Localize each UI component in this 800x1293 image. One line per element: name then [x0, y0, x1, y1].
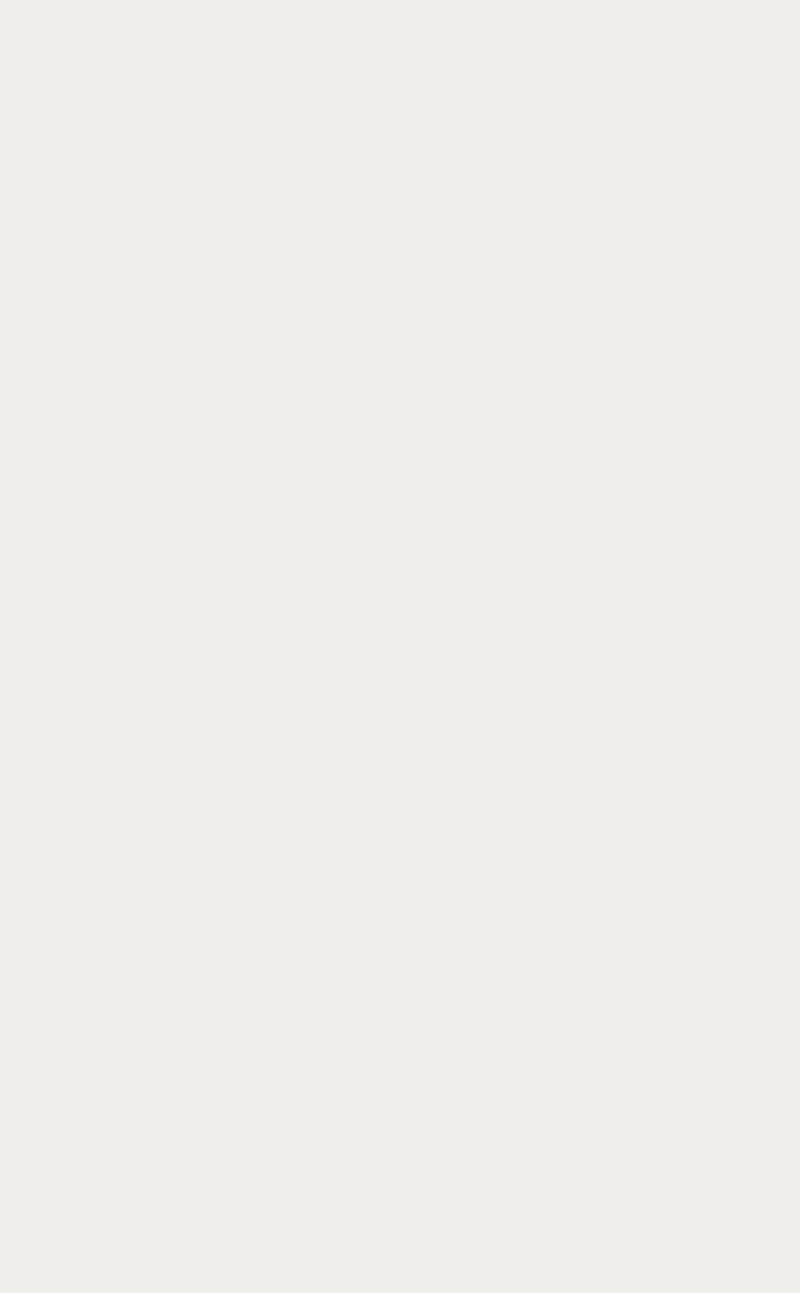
- table-row: [60, 358, 760, 392]
- table-row: [60, 908, 760, 942]
- table-row: [60, 1144, 760, 1178]
- table-row: [60, 426, 760, 460]
- table-row: [60, 528, 760, 562]
- table-row: [60, 324, 760, 358]
- table-row: [60, 874, 760, 908]
- table-row: [60, 976, 760, 1010]
- table-row: [60, 592, 760, 626]
- table-row: [60, 840, 760, 874]
- table-row: [60, 494, 760, 528]
- table-row: [60, 1078, 760, 1112]
- table-row: [60, 392, 760, 426]
- table-row: [60, 1010, 760, 1044]
- table-row: [60, 460, 760, 494]
- table-row: [60, 1044, 760, 1078]
- table-row: [60, 942, 760, 976]
